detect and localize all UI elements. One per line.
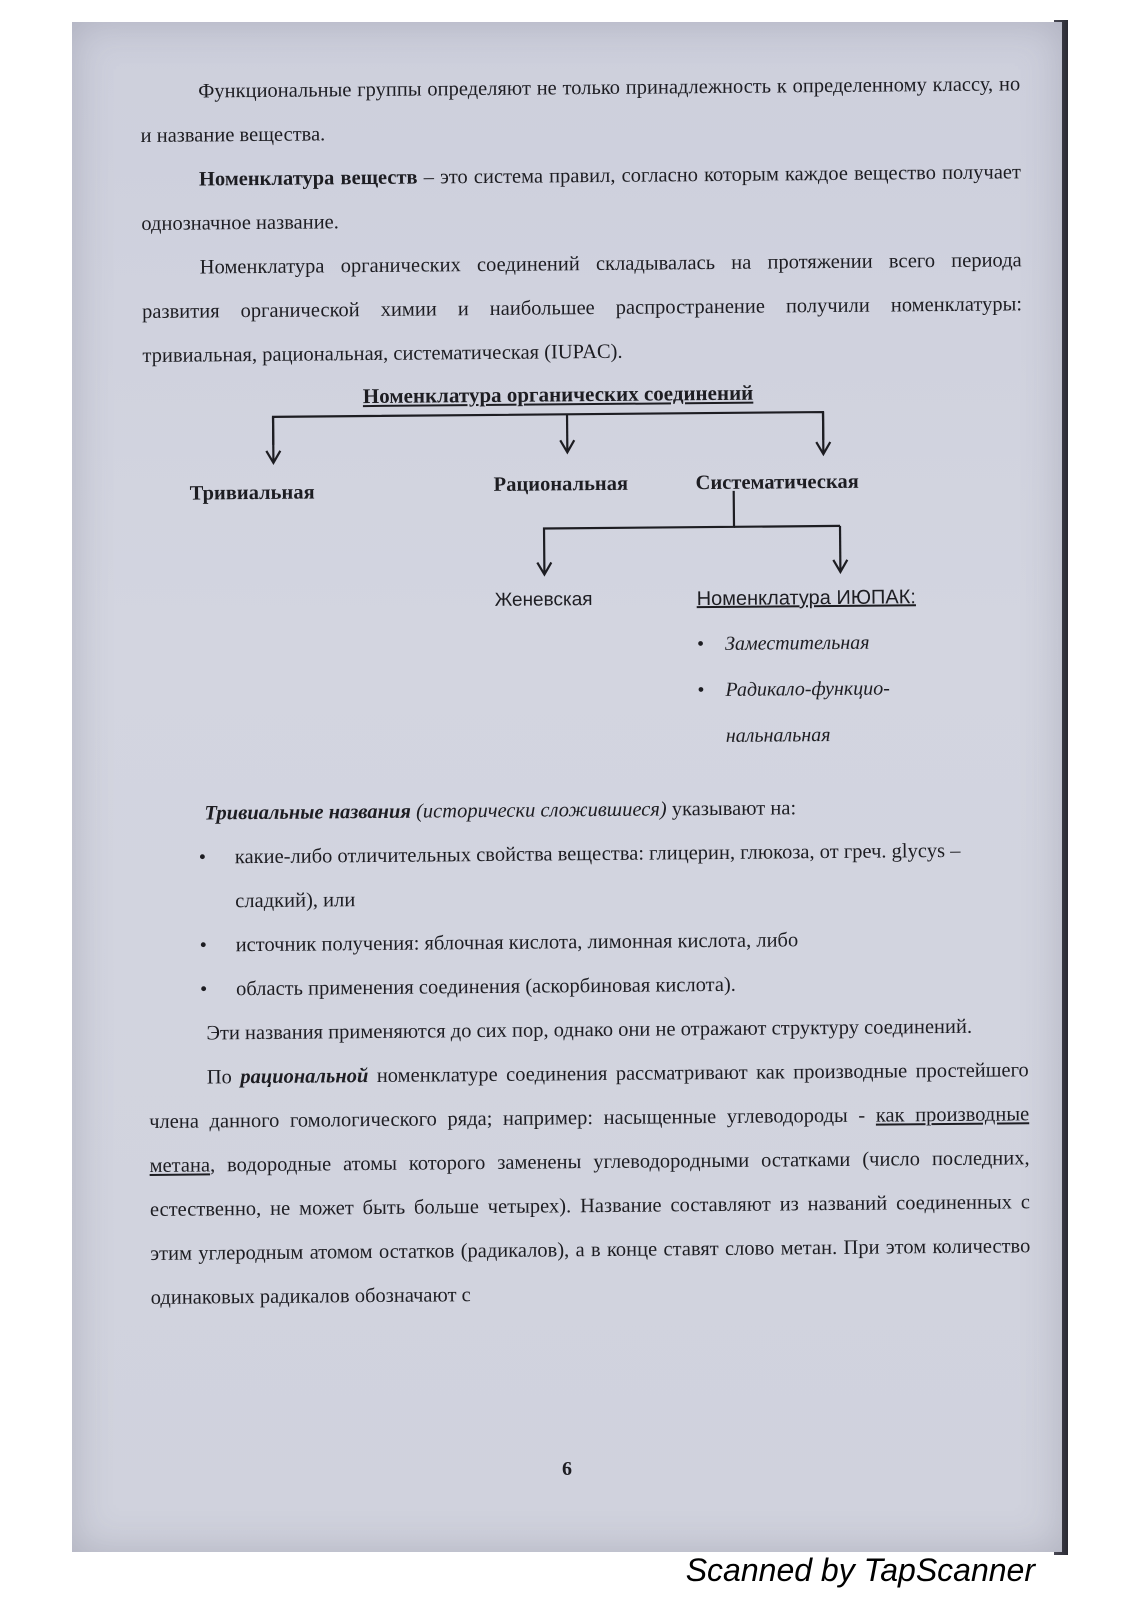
bullet-icon: • bbox=[199, 978, 208, 1001]
sub-bracket-right bbox=[734, 526, 840, 527]
nomenclature-diagram bbox=[143, 372, 1027, 792]
list-item: • источник получения: яблочная кислота, лимонная кислота, либо bbox=[235, 916, 1027, 967]
bullet-icon: • bbox=[198, 846, 207, 869]
paragraph-trivial-limitation: Эти названия применяются до сих пор, однако они не отражают структуру соединений. bbox=[206, 1015, 973, 1045]
paragraph-trivial-names: Тривиальные названия (исторически сложившиеся) указывают на: bbox=[204, 797, 797, 825]
page-content bbox=[140, 62, 1031, 1320]
list-item: • область применения соединения (аскорбиновая кислота). bbox=[236, 960, 1028, 1011]
term-trivial-names: Тривиальные названия bbox=[204, 800, 412, 825]
iupac-item-radical-functional-cont: нальнальная bbox=[725, 723, 831, 747]
node-systematic: Систематическая bbox=[695, 470, 859, 495]
bullet-icon: • bbox=[697, 679, 705, 702]
node-rational: Рациональная bbox=[493, 472, 629, 496]
bullet-icon: • bbox=[199, 934, 207, 957]
definition-text: – это система правил, согласно которым каждое вещество получает однозначное название. bbox=[141, 161, 1022, 235]
term-nomenclature: Номенклатура веществ bbox=[198, 166, 418, 191]
iupac-types-list bbox=[697, 619, 891, 759]
bullet-icon: • bbox=[696, 633, 705, 656]
diagram-title: Номенклатура органических соединений bbox=[362, 380, 754, 409]
scanner-watermark: Scanned by TapScanner bbox=[685, 1552, 1035, 1588]
trivial-note: (исторически сложившиеся) bbox=[410, 798, 667, 823]
term-rational: рациональной bbox=[240, 1065, 369, 1089]
iupac-item-radical-functional: • Радикало-функцио- bbox=[697, 665, 890, 713]
iupac-item-substitutive: • Заместительная bbox=[697, 619, 890, 667]
underlined-phrase: как производные метана bbox=[149, 1103, 1030, 1177]
node-trivial: Тривиальная bbox=[189, 481, 315, 505]
paragraph-functional-groups: Функциональные группы определяют не только принадлежность к определенному классу, но и название вещества. bbox=[140, 73, 1021, 147]
paragraph-rational-nomenclature: По рациональной номенклатуре соединения рассматривают как производные простейшего члена данного гомологического ряда; например: насыщенные углеводороды - как производные метана, водородные атомы которого заменены углеводородными остатками (число последних, естественно, не может быть больше четырех). Название составляют из названий соединенных с этим углеродным атомом остатков (радикалов), а в конце ставят слово метан. При этом количество одинаковых радикалов обозначают с bbox=[149, 1059, 1031, 1309]
page-number: 6 bbox=[562, 1458, 572, 1480]
paragraph-nomenclature-definition bbox=[141, 150, 1022, 246]
list-item: • какие-либо отличительных свойства вещества: глицерин, глюкоза, от греч. glycys – сладкий), или bbox=[235, 828, 1028, 923]
paragraph-nomenclature-history: Номенклатура органических соединений складывалась на протяжении всего периода развития органической химии и наибольшее распространение получили номенклатуры: тривиальная, рациональная, систематическая (IUPAC). bbox=[142, 249, 1023, 367]
node-iupac: Номенклатура ИЮПАК: bbox=[696, 586, 917, 611]
top-bracket-line bbox=[273, 412, 823, 445]
node-geneva: Женевская bbox=[494, 589, 593, 611]
trivial-names-list bbox=[147, 828, 1029, 1012]
